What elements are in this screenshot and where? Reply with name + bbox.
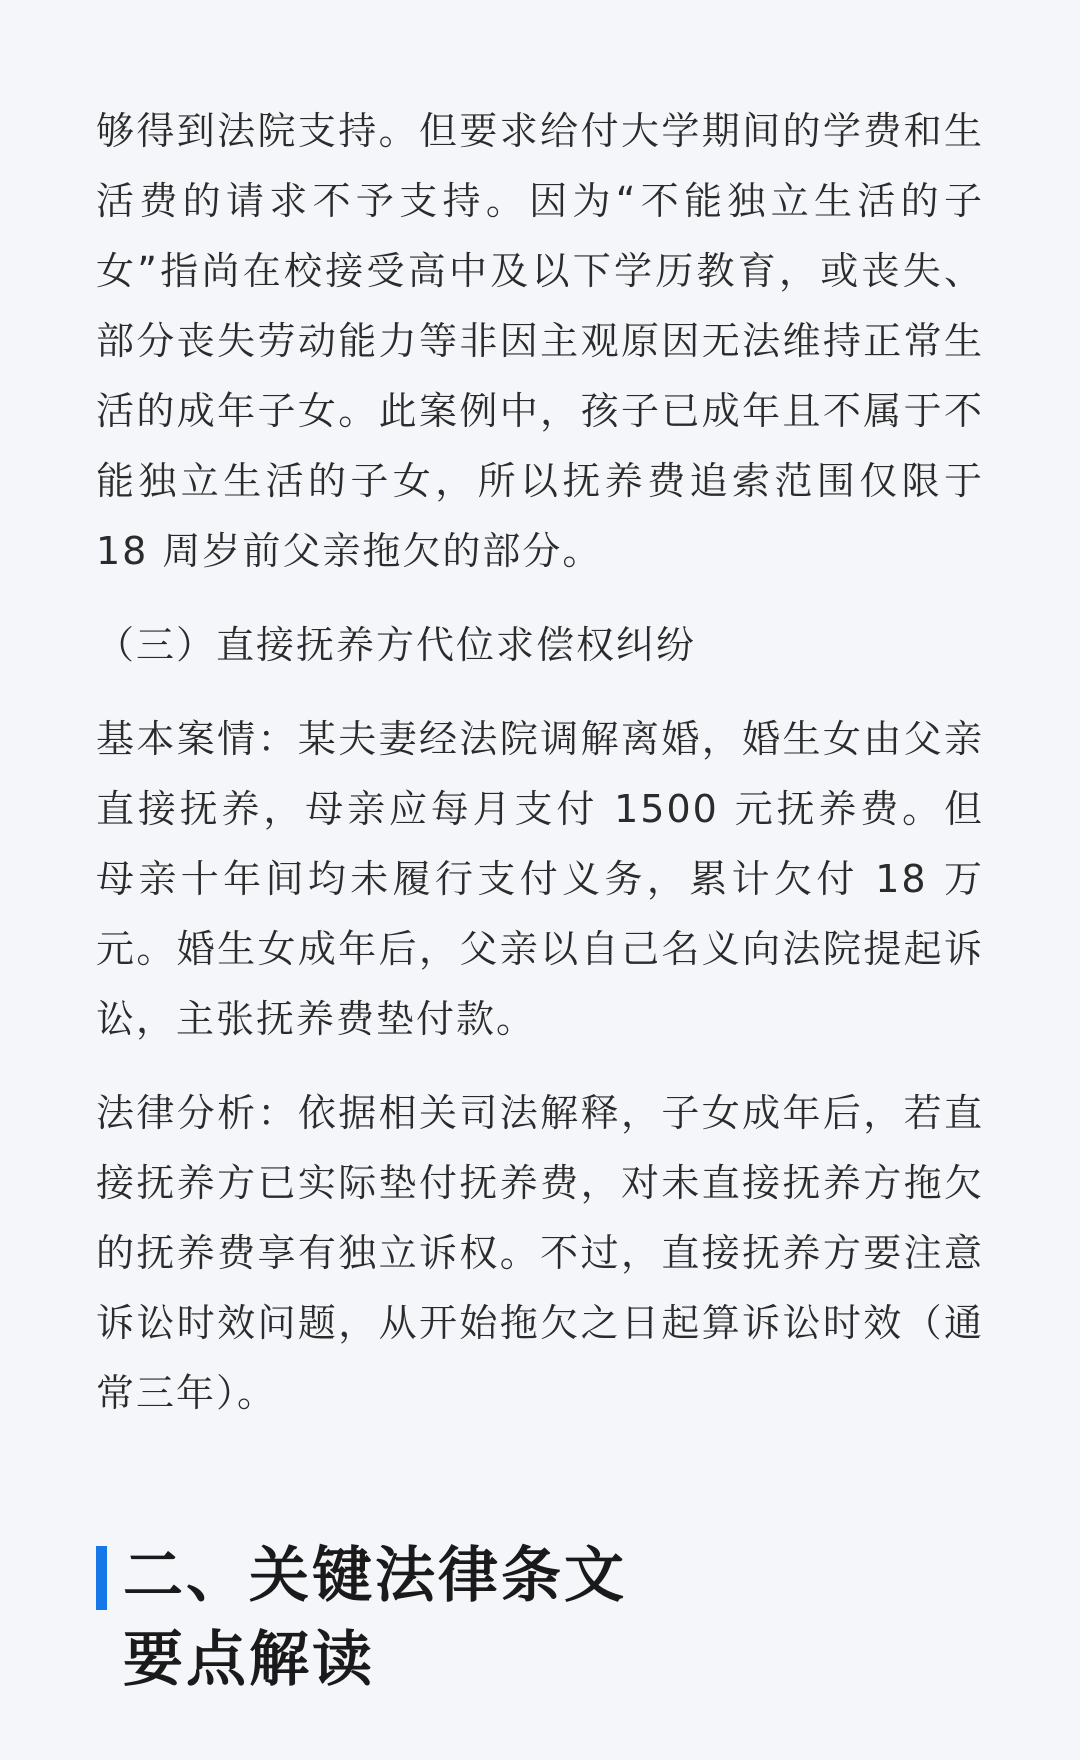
- section-accent-bar: [96, 1546, 107, 1610]
- paragraph-basic-case: 基本案情：某夫妻经法院调解离婚，婚生女由父亲直接抚养，母亲应每月支付 1500 元抚养费。但母亲十年间均未履行支付义务，累计欠付 18 万元。婚生女成年后，父亲以自己名义向法院提起诉讼，主张抚养费垫付款。: [96, 717, 984, 1041]
- section-header: [96, 1534, 984, 1702]
- section-title: [96, 1534, 984, 1702]
- paragraph-legal-analysis: 法律分析：依据相关司法解释，子女成年后，若直接抚养方已实际垫付抚养费，对未直接抚养方拖欠的抚养费享有独立诉权。不过，直接抚养方要注意诉讼时效问题，从开始拖欠之日起算诉讼时效（通常三年）。: [96, 1091, 984, 1415]
- section-title-line-2: 要点解读: [123, 1625, 375, 1695]
- section-title-line-1: 二、关键法律条文: [123, 1541, 627, 1611]
- paragraph-child-support-scope: 够得到法院支持。但要求给付大学期间的学费和生活费的请求不予支持。因为“不能独立生活的子女”指尚在校接受高中及以下学历教育，或丧失、部分丧失劳动能力等非因主观原因无法维持正常生活的成年子女。此案例中，孩子已成年且不属于不能独立生活的子女，所以抚养费追索范围仅限于 18 周岁前父亲拖欠的部分。: [96, 109, 984, 573]
- case-subheading: （三）直接抚养方代位求偿权纠纷: [96, 623, 697, 667]
